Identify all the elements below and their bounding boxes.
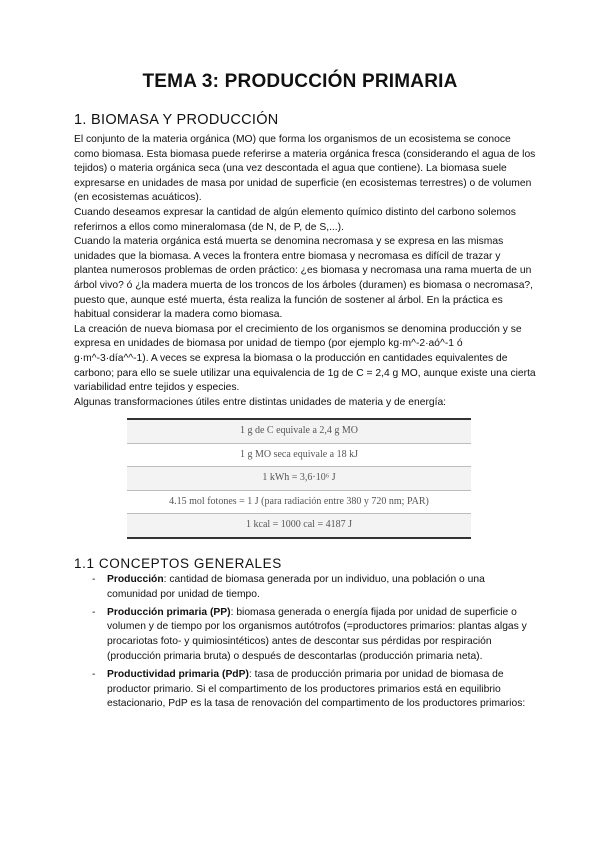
list-item: [92, 606, 532, 665]
paragraph-biomasa: El conjunto de la materia orgánica (MO) que forma los organismos de un ecosistema se conoce como biomasa. Esta biomasa puede referirse a materia orgánica fresca (considerando el agua de los tejidos) o materia orgánica seca (una vez descontada el agua que contiene). La biomasa suele expresarse en unidades de masa por unidad de superficie (en ecosistemas terrestres) o de volumen (en ecosistemas acuáticos).: [74, 134, 536, 204]
section-heading-conceptos: 1.1 CONCEPTOS GENERALES: [74, 556, 282, 571]
concept-term: Producción: [107, 574, 164, 585]
paragraph-produccion: La creación de nueva biomasa por el crecimiento de los organismos se denomina producción y se expresa en unidades de biomasa por unidad de tiempo (por ejemplo kg·m^-2·aó^-1 ó g·m^-3·día^^-1). A veces se expresa la biomasa o la producción en cantidades equivalentes de carbono; para ello se suele utilizar una equivalencia de 1g de C = 2,4 g MO, aunque existe una cierta variabilidad entre tejidos y especies.: [74, 323, 536, 394]
list-item: [92, 668, 532, 712]
table-row: 1 g de C equivale a 2,4 g MO: [127, 420, 471, 444]
concept-term: Producción primaria (PP): [107, 606, 231, 618]
concept-definition: : cantidad de biomasa generada por un individuo, una población o una comunidad por unidad de tiempo.: [107, 574, 485, 600]
unit-conversion-table: [127, 418, 471, 539]
table-row: 4.15 mol fotones = 1 J (para radiación entre 380 y 720 nm; PAR): [127, 491, 471, 515]
list-bullet: -: [92, 668, 96, 680]
concept-definition: : biomasa generada o energía fijada por unidad de superficie o volumen y de tiempo por los organismos autótrofos (=productores primarios: plantas algas y procariotas foto- y quimiosintéticos) antes de descontar sus pérdidas por respiración (producción primaria bruta) o después de descontarlas (producción primaria neta).: [107, 606, 527, 662]
concepts-list: [92, 573, 532, 715]
table-row: 1 g MO seca equivale a 18 kJ: [127, 444, 471, 468]
table-row: 1 kWh = 3,6·10⁶ J: [127, 467, 471, 491]
list-bullet: -: [92, 606, 96, 618]
paragraph-mineralomasa: Cuando deseamos expresar la cantidad de algún elemento químico distinto del carbono solemos referirnos a ellos como mineralomasa (de N, de P, de S,...).: [74, 206, 516, 233]
section-body: [74, 133, 536, 410]
concept-definition: : tasa de producción primaria por unidad de biomasa de productor primario. Si el compartimento de los productores primarios está en equilibrio estacionario, PdP es la tasa de renovación del compartimento de los productores primarios:: [107, 668, 526, 710]
section-heading-biomasa: 1. BIOMASA Y PRODUCCIÓN: [74, 112, 279, 128]
list-bullet: -: [92, 574, 96, 585]
table-row: 1 kcal = 1000 cal = 4187 J: [127, 514, 471, 537]
paragraph-transformaciones: Algunas transformaciones útiles entre distintas unidades de materia y de energía:: [74, 396, 447, 408]
paragraph-necromasa: Cuando la materia orgánica está muerta se denomina necromasa y se expresa en las mismas unidades que la biomasa. A veces la frontera entre biomasa y necromasa es difícil de trazar y plantea numerosos problemas de orden práctico: ¿es biomasa y necromasa una rama muerta de un árbol vivo? ó ¿la madera muerta de los troncos de los árboles (duramen) es biomasa o necromasa?, puesto que, aunque esté muerta, ésta realiza la función de sostener al árbol. En la práctica es habitual considerar la madera como biomasa.: [74, 236, 534, 321]
page-title: TEMA 3: PRODUCCIÓN PRIMARIA: [142, 71, 458, 92]
list-item: [92, 573, 532, 603]
concept-term: Productividad primaria (PdP): [107, 668, 249, 680]
